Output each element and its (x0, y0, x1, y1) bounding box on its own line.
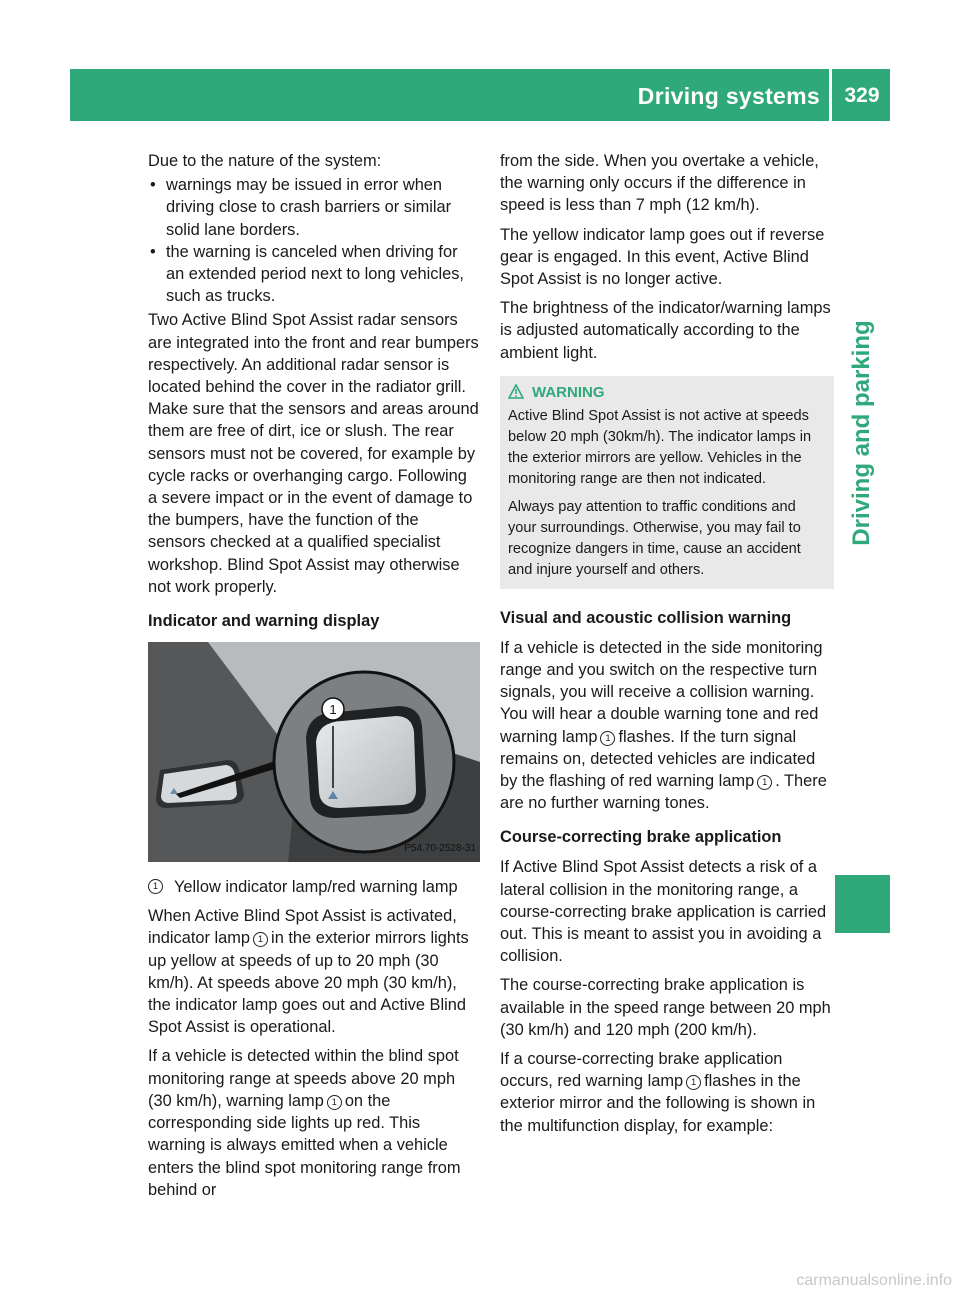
section-title: Driving systems (637, 83, 820, 109)
intro-text: Due to the nature of the system: (148, 152, 382, 170)
callout-1-icon: 1 (600, 731, 615, 746)
callout-1-icon: 1 (148, 879, 163, 894)
warning-text-1: Active Blind Spot Assist is not active at speeds below 20 mph (30km/h). The indicator lamps in the exterior mirrors are yellow. Vehicles in the monitoring range are then not indicated. (508, 407, 812, 487)
callout-1-icon: 1 (327, 1095, 342, 1110)
brake-paragraph-2: The course-correcting brake application is available in the speed range between 20 mph (30 km/h) and 120 mph (200 km/h). (500, 976, 831, 1039)
bullet-item: • warnings may be issued in error when driving close to crash barriers or similar solid lane borders. (150, 176, 452, 239)
chapter-tab-label: Driving and parking (848, 320, 875, 546)
watermark: carmanualsonline.info (796, 1272, 952, 1289)
visual-warning-paragraph: If a vehicle is detected in the side monitoring range and you switch on the respective turn signals, you will receive a collision warning. You will hear a double warning tone and red warning lamp 1 flashes. If the turn signal remains on, detected vehicles are indicated by the flashing of red warning lamp 1 . There are no further warning tones. (500, 638, 827, 813)
bullet-item: • the warning is canceled when driving for an extended period next to long vehicles, such as trucks. (150, 242, 464, 306)
brake-heading: Course-correcting brake application (500, 828, 782, 847)
warning-triangle-icon (508, 384, 524, 399)
warning-text-2: Always pay attention to traffic conditions and your surroundings. Otherwise, you may fail to recognize dangers in time, cause an accident and injure yourself and others. (508, 498, 801, 578)
brake-paragraph-3: If a course-correcting brake application occurs, red warning lamp 1 flashes in the exterior mirror and the following is shown in the multifunction display, for example: (500, 1050, 816, 1135)
mirror-figure (148, 642, 480, 862)
overtake-paragraph: from the side. When you overtake a vehicle, the warning only occurs if the difference in speed is less than 7 mph (12 km/h). (500, 152, 819, 215)
visual-warning-heading: Visual and acoustic collision warning (500, 608, 792, 627)
reverse-paragraph: The yellow indicator lamp goes out if reverse gear is engaged. In this event, Active Blind Spot Assist is no longer active. (500, 225, 825, 289)
sensors-paragraph: Two Active Blind Spot Assist radar sensors are integrated into the front and rear bumpers respectively. An additional radar sensor is located behind the cover in the radiator grill. Make sure that the sensors and areas around them are free of dirt, ice or slush. The rear sensors must not be covered, for example by cycle racks or overhanging cargo. Following a severe impact or in the event of damage to the bumpers, have the function of the sensors checked at a qualified specialist workshop. Blind Spot Assist may otherwise not work properly. (148, 311, 479, 596)
indicator-heading: Indicator and warning display (148, 612, 380, 631)
header-divider (829, 69, 832, 121)
warning-box (500, 376, 834, 589)
figure-caption: 1 Yellow indicator lamp/red warning lamp (148, 876, 480, 898)
chapter-tab-marker (835, 875, 890, 933)
page-number: 329 (844, 84, 880, 107)
mirror-illustration (148, 642, 480, 862)
right-column (500, 150, 834, 1144)
callout-1-icon: 1 (757, 775, 772, 790)
activated-paragraph: When Active Blind Spot Assist is activated, indicator lamp 1 in the exterior mirrors lights up yellow at speeds of up to 20 mph (30 km/h). At speeds above 20 mph (30 km/h), the indicator lamp goes out and Active Blind Spot Assist is operational. (148, 907, 469, 1037)
detected-paragraph: If a vehicle is detected within the blind spot monitoring range at speeds above 20 mph (30 km/h), warning lamp 1 on the corresponding side lights up red. This warning is always emitted when a vehicle enters the blind spot monitoring range from behind or (148, 1047, 461, 1199)
warning-title: WARNING (508, 382, 826, 403)
figure-label: P54.70-2528-31 (404, 842, 476, 854)
header-bar (70, 69, 890, 121)
callout-1-icon: 1 (253, 932, 268, 947)
left-column (148, 150, 480, 1208)
brake-paragraph-1: If Active Blind Spot Assist detects a risk of a lateral collision in the monitoring range, a course-correcting brake application is carried out. This is meant to assist you in avoiding a collision. (500, 858, 827, 966)
brightness-paragraph: The brightness of the indicator/warning lamps is adjusted automatically according to the ambient light. (500, 299, 831, 362)
figure-callout-number: 1 (329, 702, 337, 718)
callout-1-icon: 1 (686, 1075, 701, 1090)
bullet-list (148, 174, 480, 307)
